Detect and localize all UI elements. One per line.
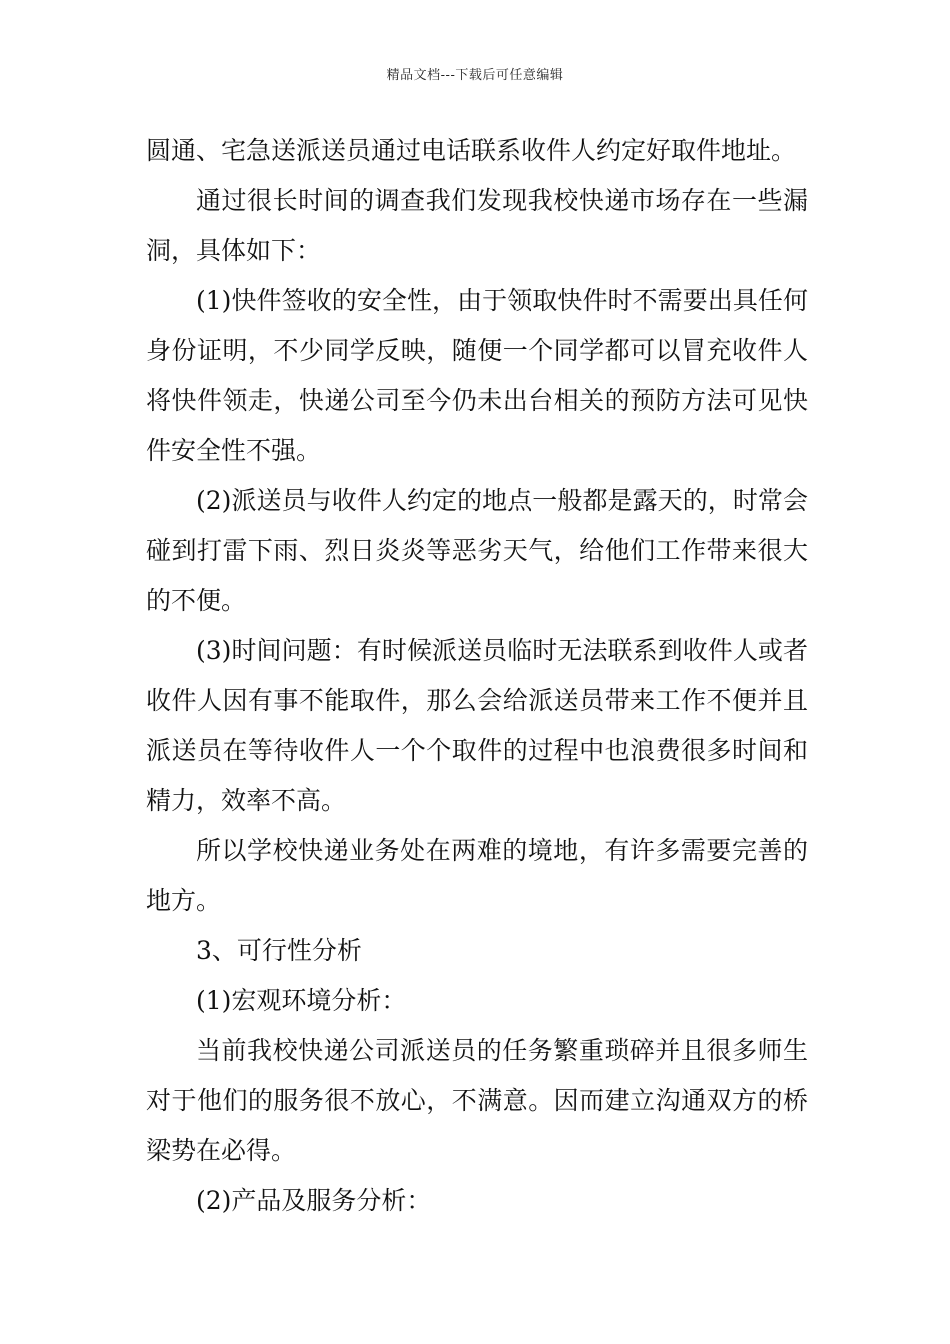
paragraph-issue-2: (2)派送员与收件人约定的地点一般都是露天的，时常会碰到打雷下雨、烈日炎炎等恶劣天气，给他们工作带来很大的不便。	[146, 486, 808, 615]
paragraph-issue-3: (3)时间问题：有时候派送员临时无法联系到收件人或者收件人因有事不能取件，那么会给派送员带来工作不便并且派送员在等待收件人一个个取件的过程中也浪费很多时间和精力，效率不高。	[146, 636, 808, 815]
document-body	[146, 126, 808, 1226]
page-header: 精品文档---下载后可任意编辑	[386, 68, 564, 83]
paragraph-continuation: 圆通、宅急送派送员通过电话联系收件人约定好取件地址。	[146, 136, 797, 165]
subheading-macro-environment: (1)宏观环境分析：	[196, 986, 407, 1015]
subheading-product-service: (2)产品及服务分析：	[196, 1186, 432, 1215]
paragraph-issue-1: (1)快件签收的安全性，由于领取快件时不需要出具任何身份证明，不少同学反映，随便一个同学都可以冒充收件人将快件领走，快递公司至今仍未出台相关的预防方法可见快件安全性不强。	[146, 286, 808, 465]
paragraph-survey-intro: 通过很长时间的调查我们发现我校快递市场存在一些漏洞，具体如下：	[146, 186, 808, 265]
paragraph-conclusion: 所以学校快递业务处在两难的境地，有许多需要完善的地方。	[146, 836, 808, 915]
section-heading-feasibility: 3、可行性分析	[196, 936, 362, 965]
paragraph-macro-environment: 当前我校快递公司派送员的任务繁重琐碎并且很多师生对于他们的服务很不放心，不满意。因而建立沟通双方的桥梁势在必得。	[146, 1036, 808, 1165]
